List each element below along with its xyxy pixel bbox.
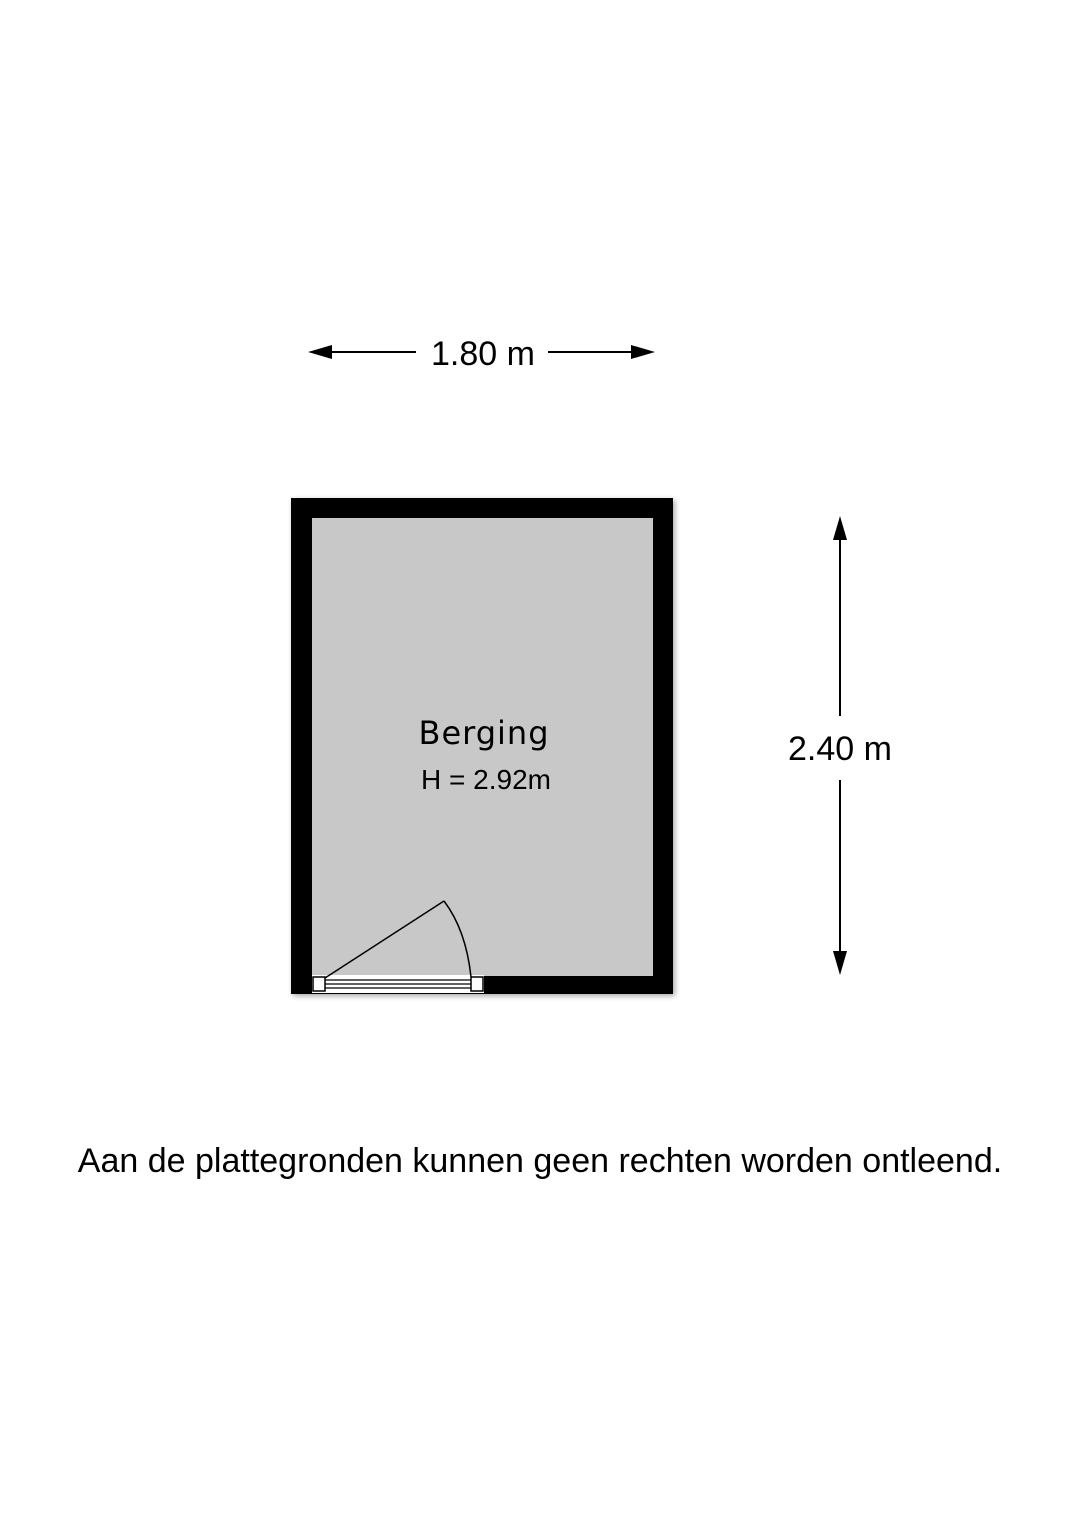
- disclaimer-text: Aan de plattegronden kunnen geen rechten worden ontleend.: [77, 1142, 1003, 1180]
- door-jamb-right: [471, 977, 483, 991]
- width-arrow-right: [631, 345, 655, 359]
- room-height-label: H = 2.92m: [421, 764, 551, 795]
- depth-dimension-label: 2.40 m: [788, 730, 892, 768]
- width-dimension-label: 1.80 m: [431, 335, 535, 373]
- width-dimension: [308, 335, 655, 373]
- room-name-label: Berging: [418, 714, 550, 752]
- depth-dimension: [788, 516, 892, 975]
- room-berging: [291, 498, 673, 994]
- door-jamb-left: [313, 977, 325, 991]
- depth-arrow-bottom: [833, 951, 847, 975]
- width-arrow-left: [308, 345, 332, 359]
- depth-arrow-top: [833, 516, 847, 540]
